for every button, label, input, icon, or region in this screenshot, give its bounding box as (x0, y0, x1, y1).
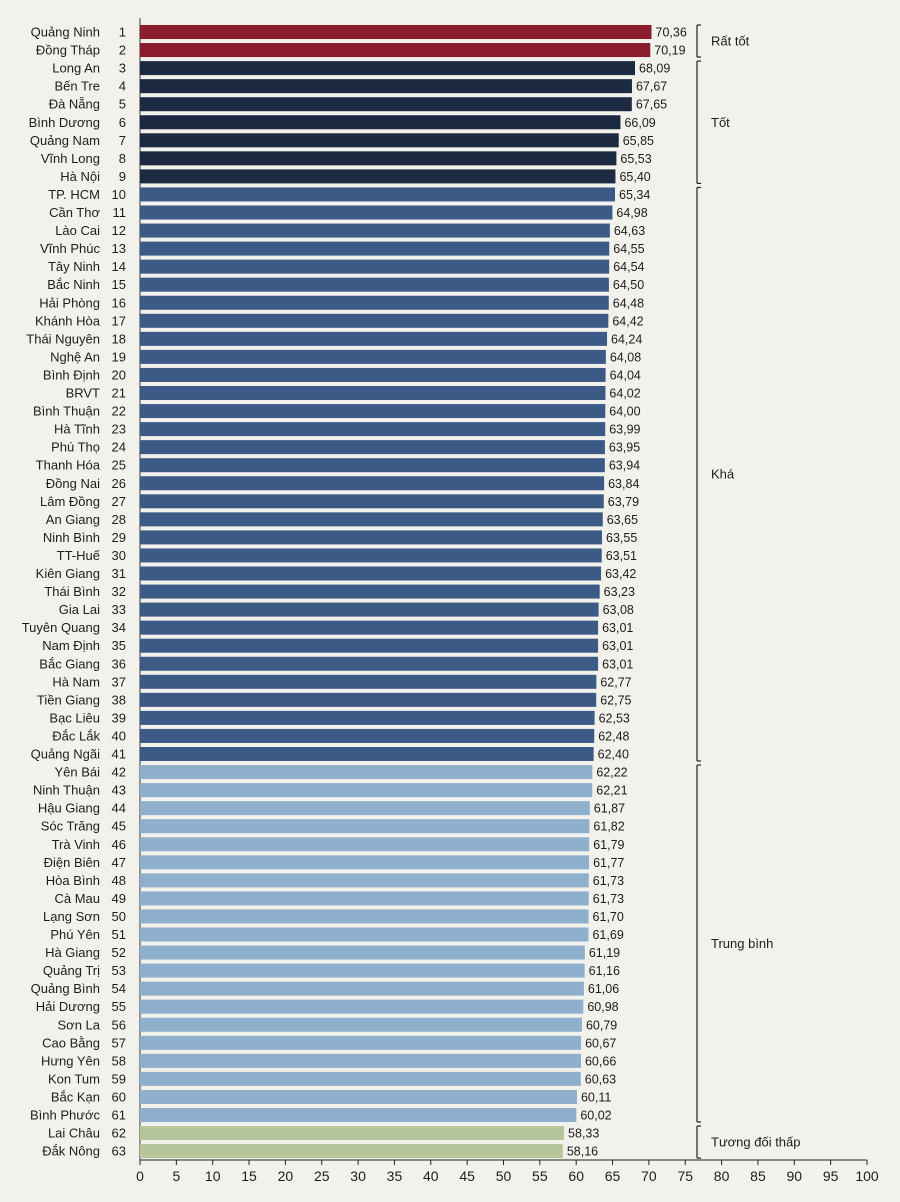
province-label: Quảng Ngãi (30, 746, 100, 762)
province-label: Bắc Kạn (50, 1089, 100, 1105)
value-label: 61,69 (592, 928, 624, 942)
value-label: 64,08 (609, 350, 642, 365)
rank-label: 23 (111, 421, 126, 437)
province-label: Lạng Sơn (43, 908, 100, 924)
bar (140, 711, 595, 725)
province-label: Phú Yên (50, 927, 100, 942)
province-label: Bình Định (42, 367, 100, 383)
value-label: 63,65 (606, 512, 639, 527)
rank-label: 16 (111, 295, 126, 311)
bar (140, 386, 605, 400)
rank-label: 34 (111, 620, 126, 636)
province-label: Hải Dương (35, 999, 100, 1015)
value-label: 61,82 (593, 819, 625, 834)
rank-label: 44 (111, 800, 126, 816)
x-tick-label: 10 (204, 1168, 221, 1184)
province-label: Bình Phước (30, 1107, 100, 1123)
province-label: Bình Dương (28, 114, 100, 130)
value-label: 62,77 (600, 675, 632, 690)
province-label: Sóc Trăng (40, 818, 100, 834)
rank-label: 58 (111, 1053, 126, 1069)
bar (140, 512, 603, 526)
province-label: Kon Tum (47, 1071, 100, 1087)
rank-label: 4 (118, 78, 126, 94)
rank-label: 26 (111, 475, 126, 491)
value-label: 63,84 (608, 476, 640, 491)
x-tick-label: 85 (750, 1168, 766, 1184)
province-label: Cà Mau (54, 890, 100, 906)
province-label: Ninh Bình (42, 529, 100, 545)
value-label: 62,21 (596, 783, 628, 798)
bar (140, 79, 632, 93)
bar (140, 675, 596, 689)
value-label: 58,16 (566, 1144, 599, 1159)
rank-label: 47 (111, 854, 126, 870)
province-label: Yên Bái (54, 764, 100, 780)
value-label: 60,66 (584, 1054, 617, 1069)
rank-label: 37 (111, 674, 126, 690)
rank-label: 38 (111, 692, 126, 708)
rank-label: 56 (111, 1017, 126, 1033)
rank-label: 13 (111, 241, 126, 257)
rank-label: 63 (111, 1143, 126, 1159)
value-label: 63,01 (602, 621, 634, 636)
bar (140, 332, 607, 346)
x-tick-label: 25 (313, 1168, 330, 1184)
bar (140, 115, 620, 129)
value-label: 67,67 (635, 79, 668, 94)
rank-label: 36 (111, 656, 126, 672)
value-label: 62,22 (596, 765, 628, 780)
x-tick-label: 55 (532, 1168, 548, 1184)
rank-label: 10 (111, 186, 126, 202)
rank-label: 29 (111, 529, 126, 545)
rank-label: 31 (111, 566, 126, 581)
bar (140, 909, 589, 923)
rank-label: 17 (111, 313, 126, 329)
value-label: 63,94 (608, 458, 641, 473)
rank-label: 11 (112, 205, 126, 220)
x-tick-label: 75 (677, 1168, 694, 1184)
rank-label: 59 (111, 1071, 126, 1087)
province-label: Cao Bằng (42, 1035, 100, 1051)
bar (140, 368, 606, 382)
rank-label: 40 (111, 728, 126, 744)
bar (140, 296, 609, 310)
value-label: 61,87 (593, 801, 626, 816)
bar (140, 603, 599, 617)
bar (140, 476, 604, 490)
rank-label: 53 (111, 963, 126, 979)
province-label: Gia Lai (58, 602, 100, 618)
value-label: 65,34 (619, 187, 651, 202)
province-label: Bắc Ninh (47, 277, 100, 293)
province-label: Lào Cai (55, 223, 100, 239)
value-label: 60,11 (580, 1090, 612, 1105)
bar (140, 404, 605, 418)
x-tick-label: 35 (386, 1168, 403, 1184)
value-label: 60,63 (584, 1072, 617, 1087)
x-tick-label: 20 (277, 1168, 294, 1184)
rank-label: 42 (111, 764, 126, 780)
bar (140, 530, 602, 544)
bar (140, 1108, 576, 1122)
x-tick-label: 60 (568, 1168, 584, 1184)
bar (140, 422, 605, 436)
bar (140, 765, 592, 779)
bar (140, 1126, 564, 1140)
value-label: 63,95 (608, 440, 641, 455)
value-label: 61,16 (588, 964, 620, 979)
rank-label: 48 (111, 872, 126, 888)
bar (140, 25, 652, 39)
value-label: 64,02 (609, 386, 641, 401)
value-label: 70,36 (655, 25, 687, 40)
rank-label: 24 (111, 439, 126, 455)
province-label: Lai Châu (47, 1125, 100, 1141)
rank-label: 60 (111, 1089, 126, 1105)
value-label: 70,19 (654, 43, 686, 58)
province-label: Vĩnh Long (40, 150, 100, 166)
x-tick-label: 0 (136, 1168, 144, 1184)
rank-label: 41 (111, 746, 126, 762)
province-label: Hà Nội (60, 168, 100, 184)
rank-label: 20 (111, 367, 126, 383)
bar (140, 61, 635, 75)
bar (140, 206, 612, 220)
group-label: Rất tốt (711, 33, 750, 49)
value-label: 65,53 (620, 151, 652, 166)
rank-label: 57 (111, 1035, 126, 1051)
value-label: 67,65 (635, 97, 668, 112)
bar (140, 964, 585, 978)
province-label: Thanh Hóa (35, 457, 100, 473)
group-label: Khá (711, 466, 735, 482)
province-label: Đồng Tháp (35, 42, 100, 58)
province-label: Hà Nam (52, 674, 100, 690)
value-label: 61,73 (592, 873, 625, 888)
province-label: Quảng Trị (42, 963, 100, 979)
province-label: Tuyên Quang (21, 620, 100, 636)
province-label: Ninh Thuận (33, 782, 100, 798)
province-label: TP. HCM (48, 186, 100, 202)
province-label: Quảng Nam (29, 132, 100, 148)
value-label: 64,55 (613, 242, 645, 257)
rank-label: 30 (111, 547, 126, 563)
x-tick-label: 15 (241, 1168, 257, 1184)
x-tick-label: 45 (459, 1168, 475, 1184)
province-label: Nam Định (42, 638, 100, 654)
value-label: 63,01 (602, 639, 634, 654)
bar (140, 729, 594, 743)
province-label: Tây Ninh (47, 259, 100, 275)
value-label: 61,70 (592, 909, 624, 924)
bar (140, 837, 589, 851)
bar (140, 819, 589, 833)
rank-label: 19 (111, 349, 126, 365)
rank-label: 7 (118, 132, 126, 148)
value-label: 63,01 (602, 657, 634, 672)
bar (140, 458, 605, 472)
rank-label: 18 (111, 331, 126, 347)
value-label: 64,63 (613, 224, 646, 239)
rank-label: 22 (111, 403, 126, 419)
bar (140, 891, 589, 905)
province-label: Quảng Ninh (30, 24, 100, 40)
bar (140, 1144, 563, 1158)
province-label: Vĩnh Phúc (40, 241, 100, 257)
value-label: 64,24 (611, 332, 643, 347)
value-label: 61,77 (593, 855, 625, 870)
bar (140, 621, 598, 635)
rank-label: 45 (111, 818, 126, 834)
province-label: Kiên Giang (35, 566, 100, 581)
bar (140, 97, 632, 111)
province-label: Hải Phòng (39, 295, 100, 311)
value-label: 66,09 (624, 115, 656, 130)
bar (140, 1090, 577, 1104)
rank-label: 9 (118, 168, 126, 184)
rank-label: 8 (118, 150, 126, 166)
value-label: 65,85 (622, 133, 655, 148)
province-label: Đà Nẵng (48, 96, 100, 112)
rank-label: 3 (118, 60, 126, 76)
bar (140, 693, 596, 707)
province-label: Tiền Giang (36, 692, 100, 708)
value-label: 65,40 (619, 169, 651, 184)
province-label: TT-Huế (56, 547, 100, 563)
rank-label: 61 (111, 1107, 126, 1123)
bar (140, 242, 609, 256)
x-tick-label: 65 (604, 1168, 621, 1184)
group-label: Tốt (711, 114, 730, 130)
value-label: 60,98 (587, 1000, 619, 1015)
rank-label: 43 (111, 782, 126, 798)
bar (140, 747, 594, 761)
rank-label: 5 (118, 96, 126, 112)
rank-label: 15 (111, 277, 126, 293)
bar (140, 133, 619, 147)
value-label: 64,48 (612, 296, 645, 311)
bar (140, 43, 650, 57)
province-label: An Giang (45, 511, 100, 527)
bar (140, 567, 601, 581)
bar (140, 169, 615, 183)
rank-label: 6 (118, 114, 126, 130)
province-label: Long An (52, 60, 100, 76)
province-label: Hòa Bình (45, 872, 100, 888)
rank-label: 1 (118, 24, 126, 40)
value-label: 60,79 (585, 1018, 618, 1033)
rank-label: 35 (111, 638, 126, 654)
rank-label: 51 (111, 927, 126, 942)
bar (140, 783, 592, 797)
province-label: Hưng Yên (40, 1053, 100, 1069)
province-label: Lâm Đồng (40, 493, 100, 509)
value-label: 64,00 (609, 404, 641, 419)
rank-label: 33 (111, 602, 126, 618)
value-label: 63,55 (606, 530, 638, 545)
bar (140, 350, 606, 364)
bar (140, 873, 589, 887)
value-label: 62,40 (597, 747, 629, 762)
x-tick-label: 5 (172, 1168, 181, 1184)
value-label: 64,04 (609, 368, 641, 383)
bar (140, 946, 585, 960)
province-label: Nghệ An (50, 349, 100, 365)
value-label: 63,99 (609, 422, 641, 437)
bar (140, 151, 616, 165)
rank-label: 54 (111, 981, 126, 997)
bar (140, 1018, 582, 1032)
bar (140, 585, 600, 599)
value-label: 63,79 (607, 494, 640, 509)
value-label: 63,23 (603, 585, 635, 600)
province-label: Điện Biên (43, 854, 100, 870)
rank-label: 62 (111, 1125, 126, 1141)
province-label: Bến Tre (54, 78, 100, 94)
bar (140, 314, 608, 328)
rank-label: 14 (111, 259, 126, 275)
province-label: Đắc Lắk (52, 728, 100, 744)
province-label: BRVT (65, 385, 100, 401)
value-label: 64,50 (612, 278, 645, 293)
bar (140, 224, 610, 238)
bar (140, 801, 590, 815)
province-label: Đồng Nai (45, 475, 100, 491)
rank-label: 25 (111, 457, 126, 473)
x-tick-label: 80 (713, 1168, 730, 1184)
rank-label: 27 (111, 493, 126, 509)
bar (140, 1054, 581, 1068)
rank-label: 55 (111, 999, 126, 1015)
value-label: 60,02 (580, 1108, 612, 1123)
province-label: Hà Giang (45, 945, 100, 961)
province-label: Quảng Bình (30, 981, 100, 997)
value-label: 61,19 (588, 946, 621, 961)
value-label: 62,48 (598, 729, 630, 744)
rank-label: 46 (111, 836, 126, 852)
province-label: Bạc Liêu (49, 710, 100, 726)
province-label: Thái Bình (44, 584, 100, 600)
value-label: 62,53 (598, 711, 630, 726)
bar (140, 982, 584, 996)
value-label: 61,06 (587, 982, 620, 997)
bar (140, 440, 605, 454)
province-label: Trà Vinh (51, 836, 100, 852)
province-label: Khánh Hòa (34, 313, 100, 329)
x-tick-label: 100 (855, 1168, 879, 1184)
x-tick-label: 30 (350, 1168, 366, 1184)
bar (140, 1072, 581, 1086)
value-label: 64,98 (616, 206, 648, 220)
bar (140, 548, 602, 562)
province-label: Bình Thuận (33, 403, 100, 419)
province-label: Hậu Giang (37, 800, 100, 816)
bar (140, 278, 609, 292)
bar (140, 494, 604, 508)
x-tick-label: 95 (822, 1168, 839, 1184)
bar (140, 928, 588, 942)
bar (140, 260, 609, 274)
x-tick-label: 70 (641, 1168, 657, 1184)
rank-label: 28 (111, 511, 126, 527)
value-label: 58,33 (568, 1126, 600, 1141)
rank-label: 32 (111, 584, 126, 600)
group-label: Trung bình (711, 936, 774, 952)
bar (140, 855, 589, 869)
province-label: Cần Thơ (49, 205, 100, 220)
value-label: 63,51 (605, 548, 637, 563)
value-label: 64,42 (612, 314, 644, 329)
value-label: 60,67 (585, 1036, 617, 1051)
rank-label: 2 (118, 42, 126, 58)
value-label: 63,42 (605, 567, 637, 581)
province-label: Sơn La (57, 1017, 100, 1033)
x-tick-label: 40 (423, 1168, 439, 1184)
bar (140, 1036, 581, 1050)
rank-label: 50 (111, 908, 126, 924)
province-label: Hà Tĩnh (53, 421, 100, 437)
rank-label: 49 (111, 890, 126, 906)
bar (140, 657, 598, 671)
rank-label: 52 (111, 945, 126, 961)
province-label: Đắk Nông (42, 1143, 100, 1159)
rank-label: 21 (111, 385, 126, 401)
rank-label: 39 (111, 710, 126, 726)
province-label: Bắc Giang (39, 656, 100, 672)
value-label: 61,73 (592, 891, 625, 906)
value-label: 68,09 (639, 61, 671, 76)
bar (140, 639, 598, 653)
value-label: 63,08 (602, 603, 634, 618)
x-tick-label: 90 (786, 1168, 803, 1184)
value-label: 64,54 (613, 260, 645, 275)
bar (140, 187, 615, 201)
province-label: Phú Thọ (51, 439, 100, 455)
group-label: Tương đối thấp (711, 1134, 801, 1150)
value-label: 62,75 (600, 693, 632, 708)
rank-label: 12 (111, 223, 126, 239)
value-label: 61,79 (593, 837, 625, 852)
bar (140, 1000, 583, 1014)
province-label: Thái Nguyên (26, 331, 100, 347)
x-tick-label: 50 (495, 1168, 512, 1184)
